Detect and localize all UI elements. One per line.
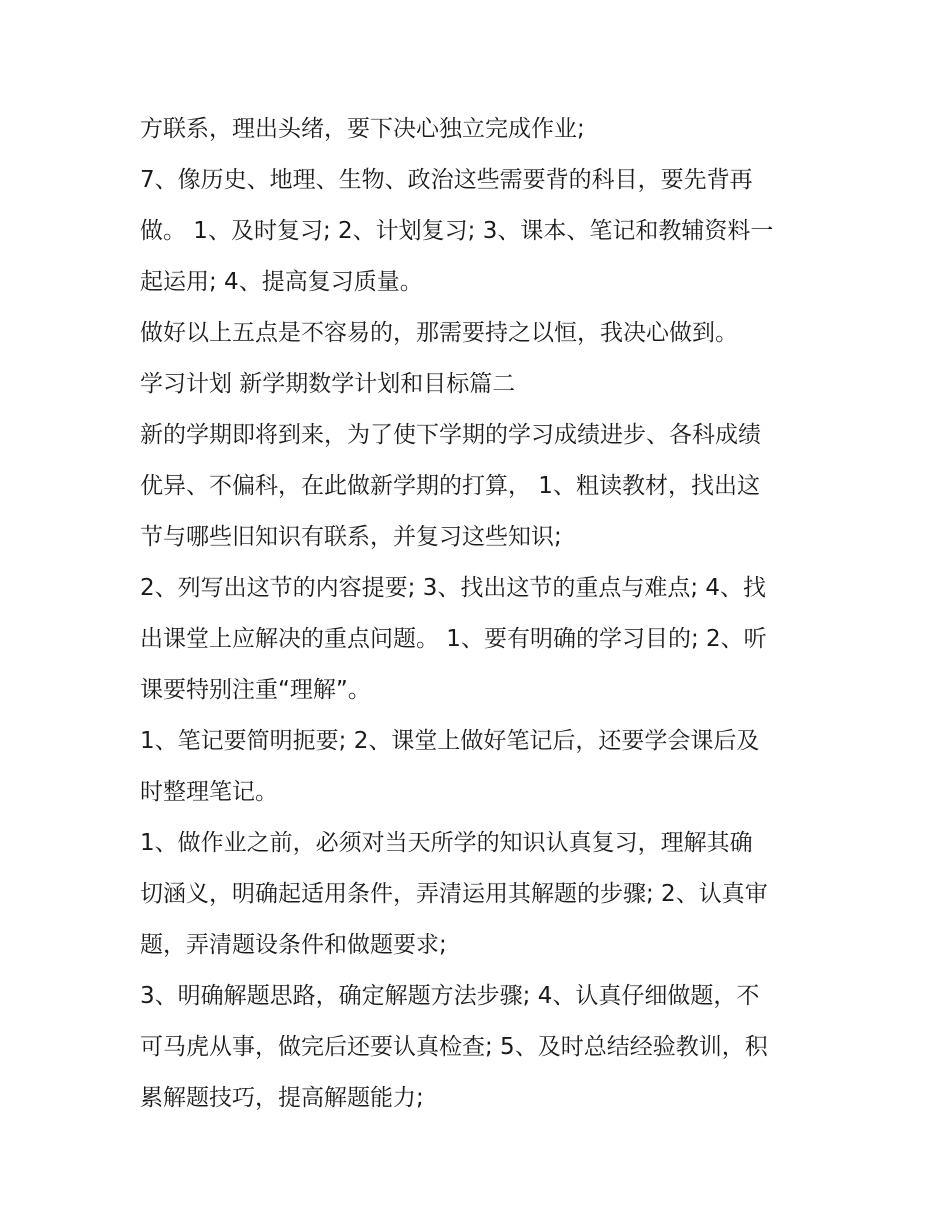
- text-line: 方联系，理出头绪，要下决心独立完成作业;: [140, 116, 585, 142]
- text-line: 做。 1、及时复习; 2、计划复习; 3、课本、笔记和教辅资料一: [140, 218, 774, 244]
- paragraph: [140, 104, 820, 155]
- paragraph: [140, 563, 820, 716]
- text-line: 新的学期即将到来，为了使下学期的学习成绩进步、各科成绩: [140, 422, 761, 448]
- text-line: 出课堂上应解决的重点问题。 1、要有明确的学习目的; 2、听: [140, 626, 767, 652]
- text-line: 3、明确解题思路，确定解题方法步骤; 4、认真仔细做题，不: [140, 983, 760, 1009]
- text-line: 可马虎从事，做完后还要认真检查; 5、及时总结经验教训，积: [140, 1034, 768, 1060]
- paragraph: [140, 716, 820, 818]
- paragraph: [140, 155, 820, 308]
- text-line: 课要特别注重“理解”。: [140, 677, 371, 703]
- text-line: 1、做作业之前，必须对当天所学的知识认真复习，理解其确: [140, 830, 753, 856]
- text-line: 2、列写出这节的内容提要; 3、找出这节的重点与难点; 4、找: [140, 575, 767, 601]
- paragraph: [140, 971, 820, 1124]
- document-body: [140, 104, 820, 1124]
- text-line: 起运用; 4、提高复习质量。: [140, 269, 423, 295]
- heading-line: 学习计划 新学期数学计划和目标篇二: [140, 371, 516, 397]
- text-line: 切涵义，明确起适用条件，弄清运用其解题的步骤; 2、认真审: [140, 881, 768, 907]
- text-line: 题，弄清题设条件和做题要求;: [140, 932, 447, 958]
- text-line: 节与哪些旧知识有联系，并复习这些知识;: [140, 524, 562, 550]
- paragraph: [140, 308, 820, 359]
- section-heading: [140, 359, 820, 410]
- text-line: 做好以上五点是不容易的，那需要持之以恒，我决心做到。: [140, 320, 738, 346]
- paragraph: [140, 818, 820, 971]
- paragraph: [140, 410, 820, 563]
- text-line: 7、像历史、地理、生物、政治这些需要背的科目，要先背再: [140, 167, 753, 193]
- text-line: 优异、不偏科，在此做新学期的打算， 1、粗读教材，找出这: [140, 473, 760, 499]
- text-line: 累解题技巧，提高解题能力;: [140, 1085, 424, 1111]
- text-line: 时整理笔记。: [140, 779, 278, 805]
- text-line: 1、笔记要简明扼要; 2、课堂上做好笔记后，还要学会课后及: [140, 728, 760, 754]
